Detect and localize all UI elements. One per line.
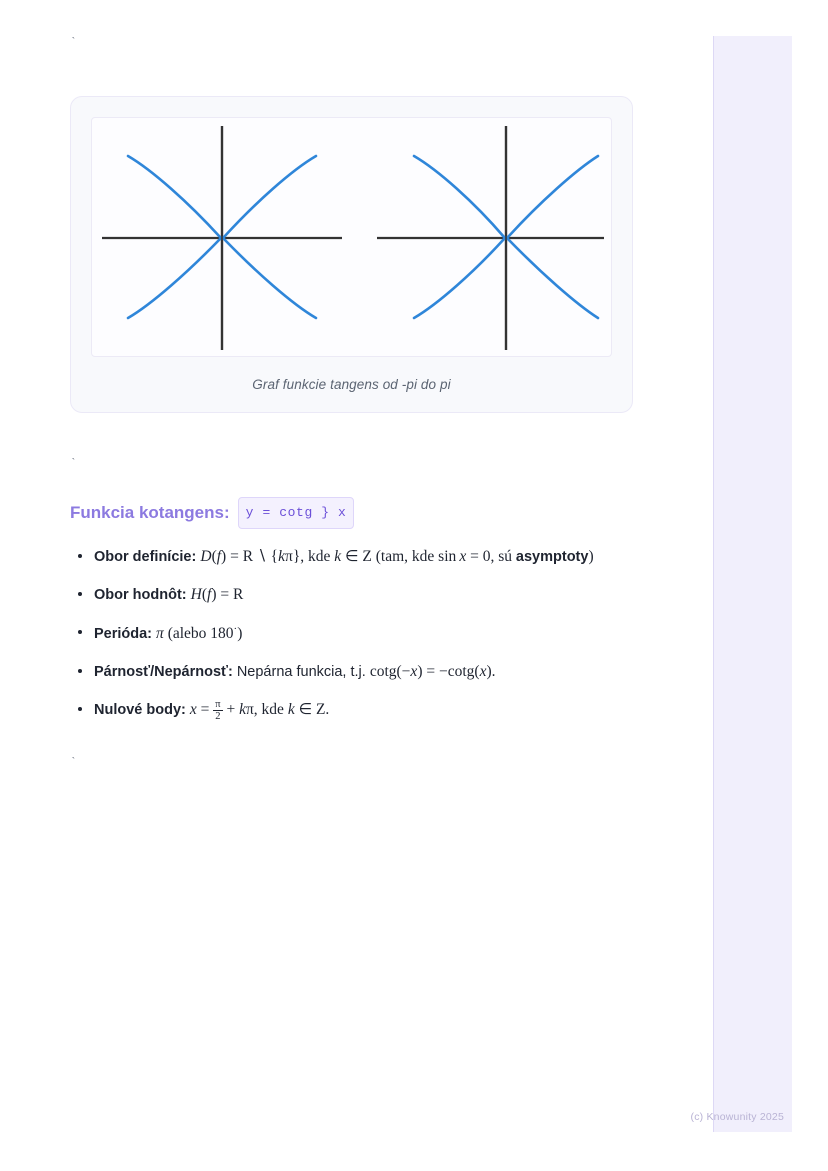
- curve-left-upper-left: [128, 156, 220, 237]
- property-value: D(f) = R ∖ {kπ}, kde k ∈ Z (tam, kde sin x = 0, sú asymptoty): [200, 548, 594, 565]
- property-value: H(f) = R: [190, 586, 244, 604]
- backtick-marker-bottom: `: [70, 757, 77, 770]
- figure-plot-area: [91, 117, 612, 357]
- curve-right-upper-left: [414, 156, 504, 237]
- property-value: Nepárna funkcia, t.j. cotg(−x) = −cotg(x).: [236, 663, 496, 681]
- property-label: Obor hodnôt:: [94, 587, 187, 604]
- curve-left-lower-left: [128, 239, 220, 318]
- list-item: [70, 545, 670, 569]
- curve-right-upper-right: [508, 156, 598, 237]
- property-label: Perióda:: [94, 626, 153, 643]
- right-margin-rail: [713, 36, 792, 1132]
- backtick-marker-top: `: [70, 37, 77, 49]
- property-label: Obor definície:: [94, 549, 197, 565]
- spacer: [70, 736, 670, 756]
- figure-caption: Graf funkcie tangens od -pi do pi: [252, 377, 451, 392]
- spacer: [70, 471, 670, 497]
- section-heading: [70, 497, 670, 529]
- copyright-footer: (c) Knowunity 2025: [690, 1111, 784, 1123]
- list-item: [70, 583, 670, 607]
- spacer: [70, 413, 670, 457]
- formula-code-chip: y = cotg } x: [238, 497, 355, 529]
- document-content: [70, 36, 670, 770]
- property-label: Nulové body:: [94, 702, 186, 719]
- figure-card: [70, 96, 633, 413]
- list-item: [70, 621, 670, 646]
- section-heading-label: Funkcia kotangens:: [70, 503, 230, 522]
- tangent-graph-svg: [92, 118, 612, 357]
- list-item: [70, 698, 670, 722]
- spacer: [70, 50, 670, 90]
- backtick-marker-middle: `: [70, 458, 77, 470]
- curve-right-lower-right: [508, 239, 598, 318]
- curve-left-upper-right: [224, 156, 316, 237]
- property-value: x = $\frac{\pi}{2}$ + kπ, kde k ∈ Z.: [189, 698, 330, 722]
- curve-right-lower-left: [414, 239, 504, 318]
- properties-list: [70, 545, 670, 722]
- list-item: [70, 660, 670, 684]
- curve-left-lower-right: [224, 239, 316, 318]
- property-label: Párnosť/Nepárnosť:: [94, 664, 233, 681]
- property-value: π (alebo 180·): [156, 623, 243, 643]
